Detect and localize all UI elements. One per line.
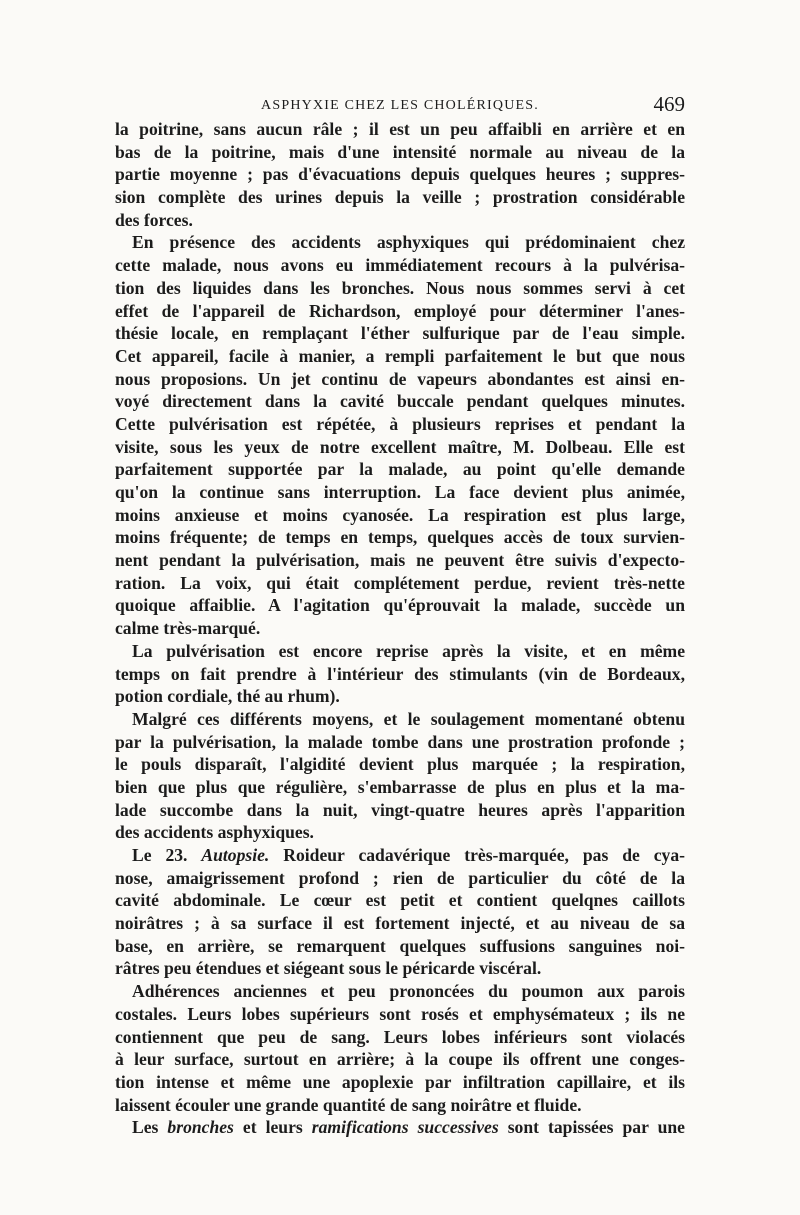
italic-term: ramifications successives	[311, 1117, 499, 1138]
text-line: sion complète des urines depuis la veille ; prostration considérable	[115, 187, 685, 208]
text-line: à leur surface, surtout en arrière; à la coupe ils offrent une conges-	[115, 1049, 685, 1070]
text-line: râtres peu étendues et siégeant sous le péricarde viscéral.	[115, 958, 542, 979]
text-line: visite, sous les yeux de notre excellent maître, M. Dolbeau. Elle est	[115, 436, 685, 457]
text-line: tion intense et même une apoplexie par infiltration capillaire, et ils	[115, 1071, 685, 1092]
text-line: costales. Leurs lobes supérieurs sont rosés et emphysémateux ; ils ne	[115, 1003, 685, 1024]
text-line: lade succombe dans la nuit, vingt-quatre heures après l'apparition	[115, 799, 685, 820]
text-line: cette malade, nous avons eu immédiatement recours à la pulvérisa-	[115, 255, 685, 276]
text-line: thésie locale, en remplaçant l'éther sulfurique par de l'eau simple.	[115, 323, 685, 344]
text-line: Malgré ces différents moyens, et le soulagement momentané obtenu	[132, 708, 685, 729]
text-line: Les bronches et leurs ramifications successives sont tapissées par une	[132, 1117, 685, 1138]
text-line: le pouls disparaît, l'algidité devient plus marquée ; la respiration,	[115, 754, 685, 775]
text-line: nose, amaigrissement profond ; rien de particulier du côté de la	[115, 867, 685, 888]
text-line: tion des liquides dans les bronches. Nous nous sommes servi à cet	[115, 277, 685, 298]
text-line: des forces.	[115, 209, 193, 230]
text-line: par la pulvérisation, la malade tombe dans une prostration profonde ;	[115, 731, 685, 752]
text-line: qu'on la continue sans interruption. La face devient plus animée,	[115, 482, 685, 502]
text-line: partie moyenne ; pas d'évacuations depuis quelques heures ; suppres-	[115, 164, 685, 185]
text-line: nous proposions. Un jet continu de vapeurs abondantes est ainsi en-	[115, 368, 685, 389]
text-line: nent pendant la pulvérisation, mais ne peuvent être suivis d'expecto-	[115, 550, 685, 571]
text-line: des accidents asphyxiques.	[115, 822, 314, 843]
text-line: cavité abdominale. Le cœur est petit et contient quelqnes caillots	[115, 890, 685, 911]
text-line: base, en arrière, se remarquent quelques suffusions sanguines noi-	[115, 935, 685, 956]
text-line: voyé directement dans la cavité buccale pendant quelques minutes.	[115, 391, 685, 412]
text-line: Adhérences anciennes et peu prononcées du poumon aux parois	[132, 981, 685, 1002]
italic-term: Autopsie.	[201, 845, 270, 865]
text-line: calme très-marqué.	[115, 618, 261, 639]
text-line: En présence des accidents asphyxiques qui prédominaient chez	[132, 232, 685, 253]
page-header	[115, 92, 685, 118]
text-line: quoique affaiblie. A l'agitation qu'éprouvait la malade, succède un	[115, 595, 685, 616]
text-line: moins anxieuse et moins cyanosée. La respiration est plus large,	[115, 504, 685, 525]
text-line: parfaitement supportée par la malade, au point qu'elle demande	[115, 459, 685, 480]
italic-term: bronches	[167, 1117, 234, 1138]
text-line: bien que plus que régulière, s'embarrasse de plus en plus et la ma-	[115, 776, 685, 797]
page-number: 469	[653, 92, 685, 116]
body-text	[115, 118, 685, 1139]
text-line: Cet appareil, facile à manier, a rempli parfaitement le but que nous	[115, 345, 685, 366]
text-line: laissent écouler une grande quantité de sang noirâtre et fluide.	[115, 1094, 582, 1115]
text-line: noirâtres ; à sa surface il est fortement injecté, et au niveau de sa	[115, 913, 685, 934]
text-line: moins fréquente; de temps en temps, quelques accès de toux survien-	[115, 527, 685, 548]
text-line: effet de l'appareil de Richardson, employé pour déterminer l'anes-	[115, 300, 685, 321]
text-line: Cette pulvérisation est répétée, à plusieurs reprises et pendant la	[115, 413, 685, 434]
text-line: la poitrine, sans aucun râle ; il est un peu affaibli en arrière et en	[115, 119, 685, 139]
text-line: La pulvérisation est encore reprise après la visite, et en même	[132, 640, 685, 661]
text-line: temps on fait prendre à l'intérieur des stimulants (vin de Bordeaux,	[115, 663, 685, 684]
text-line: potion cordiale, thé au rhum).	[115, 686, 340, 707]
text-line: Le 23. Autopsie. Roideur cadavérique très-marquée, pas de cya-	[132, 845, 685, 865]
running-title: ASPHYXIE CHEZ LES CHOLÉRIQUES.	[261, 98, 539, 113]
text-line: contiennent que peu de sang. Leurs lobes inférieurs sont violacés	[115, 1026, 685, 1047]
text-line: bas de la poitrine, mais d'une intensité normale au niveau de la	[115, 141, 685, 162]
text-line: ration. La voix, qui était complétement perdue, revient très-nette	[115, 572, 685, 593]
